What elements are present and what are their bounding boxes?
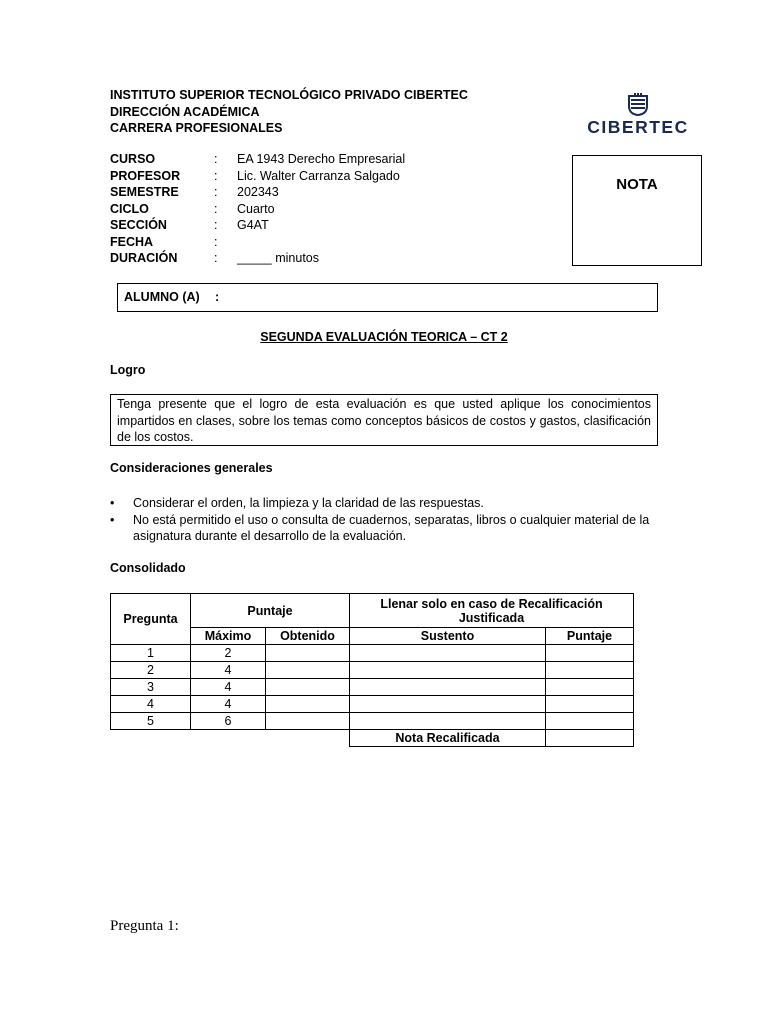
table-row	[111, 679, 634, 696]
considerations-list	[110, 495, 660, 545]
list-item-text: Considerar el orden, la limpieza y la claridad de las respuestas.	[133, 496, 484, 510]
student-label: ALUMNO (A)	[124, 290, 200, 304]
info-row	[110, 151, 405, 168]
considerations-heading: Consideraciones generales	[110, 461, 273, 475]
info-sep: :	[214, 234, 218, 249]
cell-maximo: 4	[191, 679, 266, 696]
cell-sustento[interactable]	[350, 679, 546, 696]
info-row	[110, 250, 405, 267]
cell-puntaje[interactable]	[546, 662, 634, 679]
table-row-nota-recalificada	[111, 730, 634, 747]
cell-pregunta: 5	[111, 713, 191, 730]
info-value: G4AT	[237, 218, 269, 232]
info-sep: :	[214, 152, 218, 166]
list-item	[110, 512, 660, 545]
list-item	[110, 495, 660, 512]
cell-sustento[interactable]	[350, 662, 546, 679]
institution-name: INSTITUTO SUPERIOR TECNOLÓGICO PRIVADO CIBERTEC	[110, 88, 468, 102]
cell-pregunta: 3	[111, 679, 191, 696]
cell-sustento[interactable]	[350, 696, 546, 713]
cibertec-logo	[586, 93, 690, 139]
info-sep: :	[214, 201, 218, 216]
info-value: Lic. Walter Carranza Salgado	[237, 168, 400, 183]
cell-obtenido[interactable]	[266, 662, 350, 679]
info-row	[110, 184, 405, 201]
grade-box[interactable]	[572, 155, 702, 266]
student-sep: :	[215, 290, 220, 304]
student-name-field[interactable]	[117, 283, 658, 312]
info-row	[110, 217, 405, 234]
consolidated-heading: Consolidado	[110, 561, 186, 575]
cell-puntaje[interactable]	[546, 645, 634, 662]
bullet-icon: •	[110, 512, 115, 527]
cell-maximo: 4	[191, 696, 266, 713]
cell-sustento[interactable]	[350, 713, 546, 730]
logro-heading: Logro	[110, 363, 146, 377]
col-recalificacion-header: Llenar solo en caso de Recalificación Justificada	[350, 594, 634, 628]
cell-puntaje[interactable]	[546, 696, 634, 713]
info-row	[110, 201, 405, 218]
col-obtenido-header: Obtenido	[266, 628, 350, 645]
career-label: CARRERA PROFESIONALES	[110, 121, 283, 135]
table-row	[111, 645, 634, 662]
question-1-label: Pregunta 1:	[110, 918, 179, 934]
info-sep: :	[214, 251, 218, 265]
info-key: SEMESTRE	[110, 185, 179, 199]
info-key: CURSO	[110, 152, 156, 166]
table-row	[111, 696, 634, 713]
cell-pregunta: 4	[111, 696, 191, 713]
nota-recalificada-cell[interactable]	[546, 730, 634, 747]
info-key: DURACIÓN	[110, 251, 178, 265]
cell-obtenido[interactable]	[266, 645, 350, 662]
info-row	[110, 234, 405, 251]
cell-maximo: 6	[191, 713, 266, 730]
cell-sustento[interactable]	[350, 645, 546, 662]
list-item-text: No está permitido el uso o consulta de cuadernos, separatas, libros o cualquier material de la asignatura durante el desarrollo de la evaluación.	[133, 512, 650, 543]
info-sep: :	[214, 185, 218, 199]
col-puntaje-recal-header: Puntaje	[546, 628, 634, 645]
grade-label: NOTA	[616, 176, 658, 193]
info-sep: :	[214, 218, 218, 232]
col-sustento-header: Sustento	[350, 628, 546, 645]
table-header-row	[111, 594, 634, 628]
info-row	[110, 168, 405, 185]
duration-field[interactable]: _____ minutos	[237, 251, 320, 265]
info-value: 202343	[237, 185, 279, 199]
exam-title: SEGUNDA EVALUACIÓN TEORICA – CT 2	[260, 330, 508, 344]
bullet-icon: •	[110, 496, 115, 510]
cell-pregunta: 1	[111, 645, 191, 662]
logro-text: Tenga presente que el logro de esta evaluación es que usted aplique los conocimientos impartidos en clases, sobre los temas como conceptos básicos de costos y gastos, clasificación de los costos.	[110, 394, 658, 446]
institution-header	[110, 87, 468, 137]
consolidated-table	[110, 593, 634, 747]
info-key: CICLO	[110, 201, 149, 216]
info-value: EA 1943 Derecho Empresarial	[237, 152, 406, 166]
info-sep: :	[214, 168, 218, 183]
table-row	[111, 713, 634, 730]
cell-pregunta: 2	[111, 662, 191, 679]
info-key: SECCIÓN	[110, 218, 167, 232]
cell-obtenido[interactable]	[266, 679, 350, 696]
table-row	[111, 662, 634, 679]
cell-puntaje[interactable]	[546, 713, 634, 730]
cell-obtenido[interactable]	[266, 696, 350, 713]
info-key: PROFESOR	[110, 168, 181, 183]
col-puntaje-header: Puntaje	[191, 594, 350, 628]
col-pregunta-header: Pregunta	[111, 594, 191, 645]
cell-maximo: 2	[191, 645, 266, 662]
col-maximo-header: Máximo	[191, 628, 266, 645]
cell-obtenido[interactable]	[266, 713, 350, 730]
shield-icon	[586, 93, 690, 117]
academic-direction: DIRECCIÓN ACADÉMICA	[110, 104, 260, 119]
cell-maximo: 4	[191, 662, 266, 679]
logo-text: CIBERTEC	[587, 117, 689, 137]
nota-recalificada-label: Nota Recalificada	[350, 730, 546, 747]
info-value: Cuarto	[237, 201, 275, 216]
cell-puntaje[interactable]	[546, 679, 634, 696]
info-key: FECHA	[110, 234, 154, 249]
course-info	[110, 151, 405, 267]
